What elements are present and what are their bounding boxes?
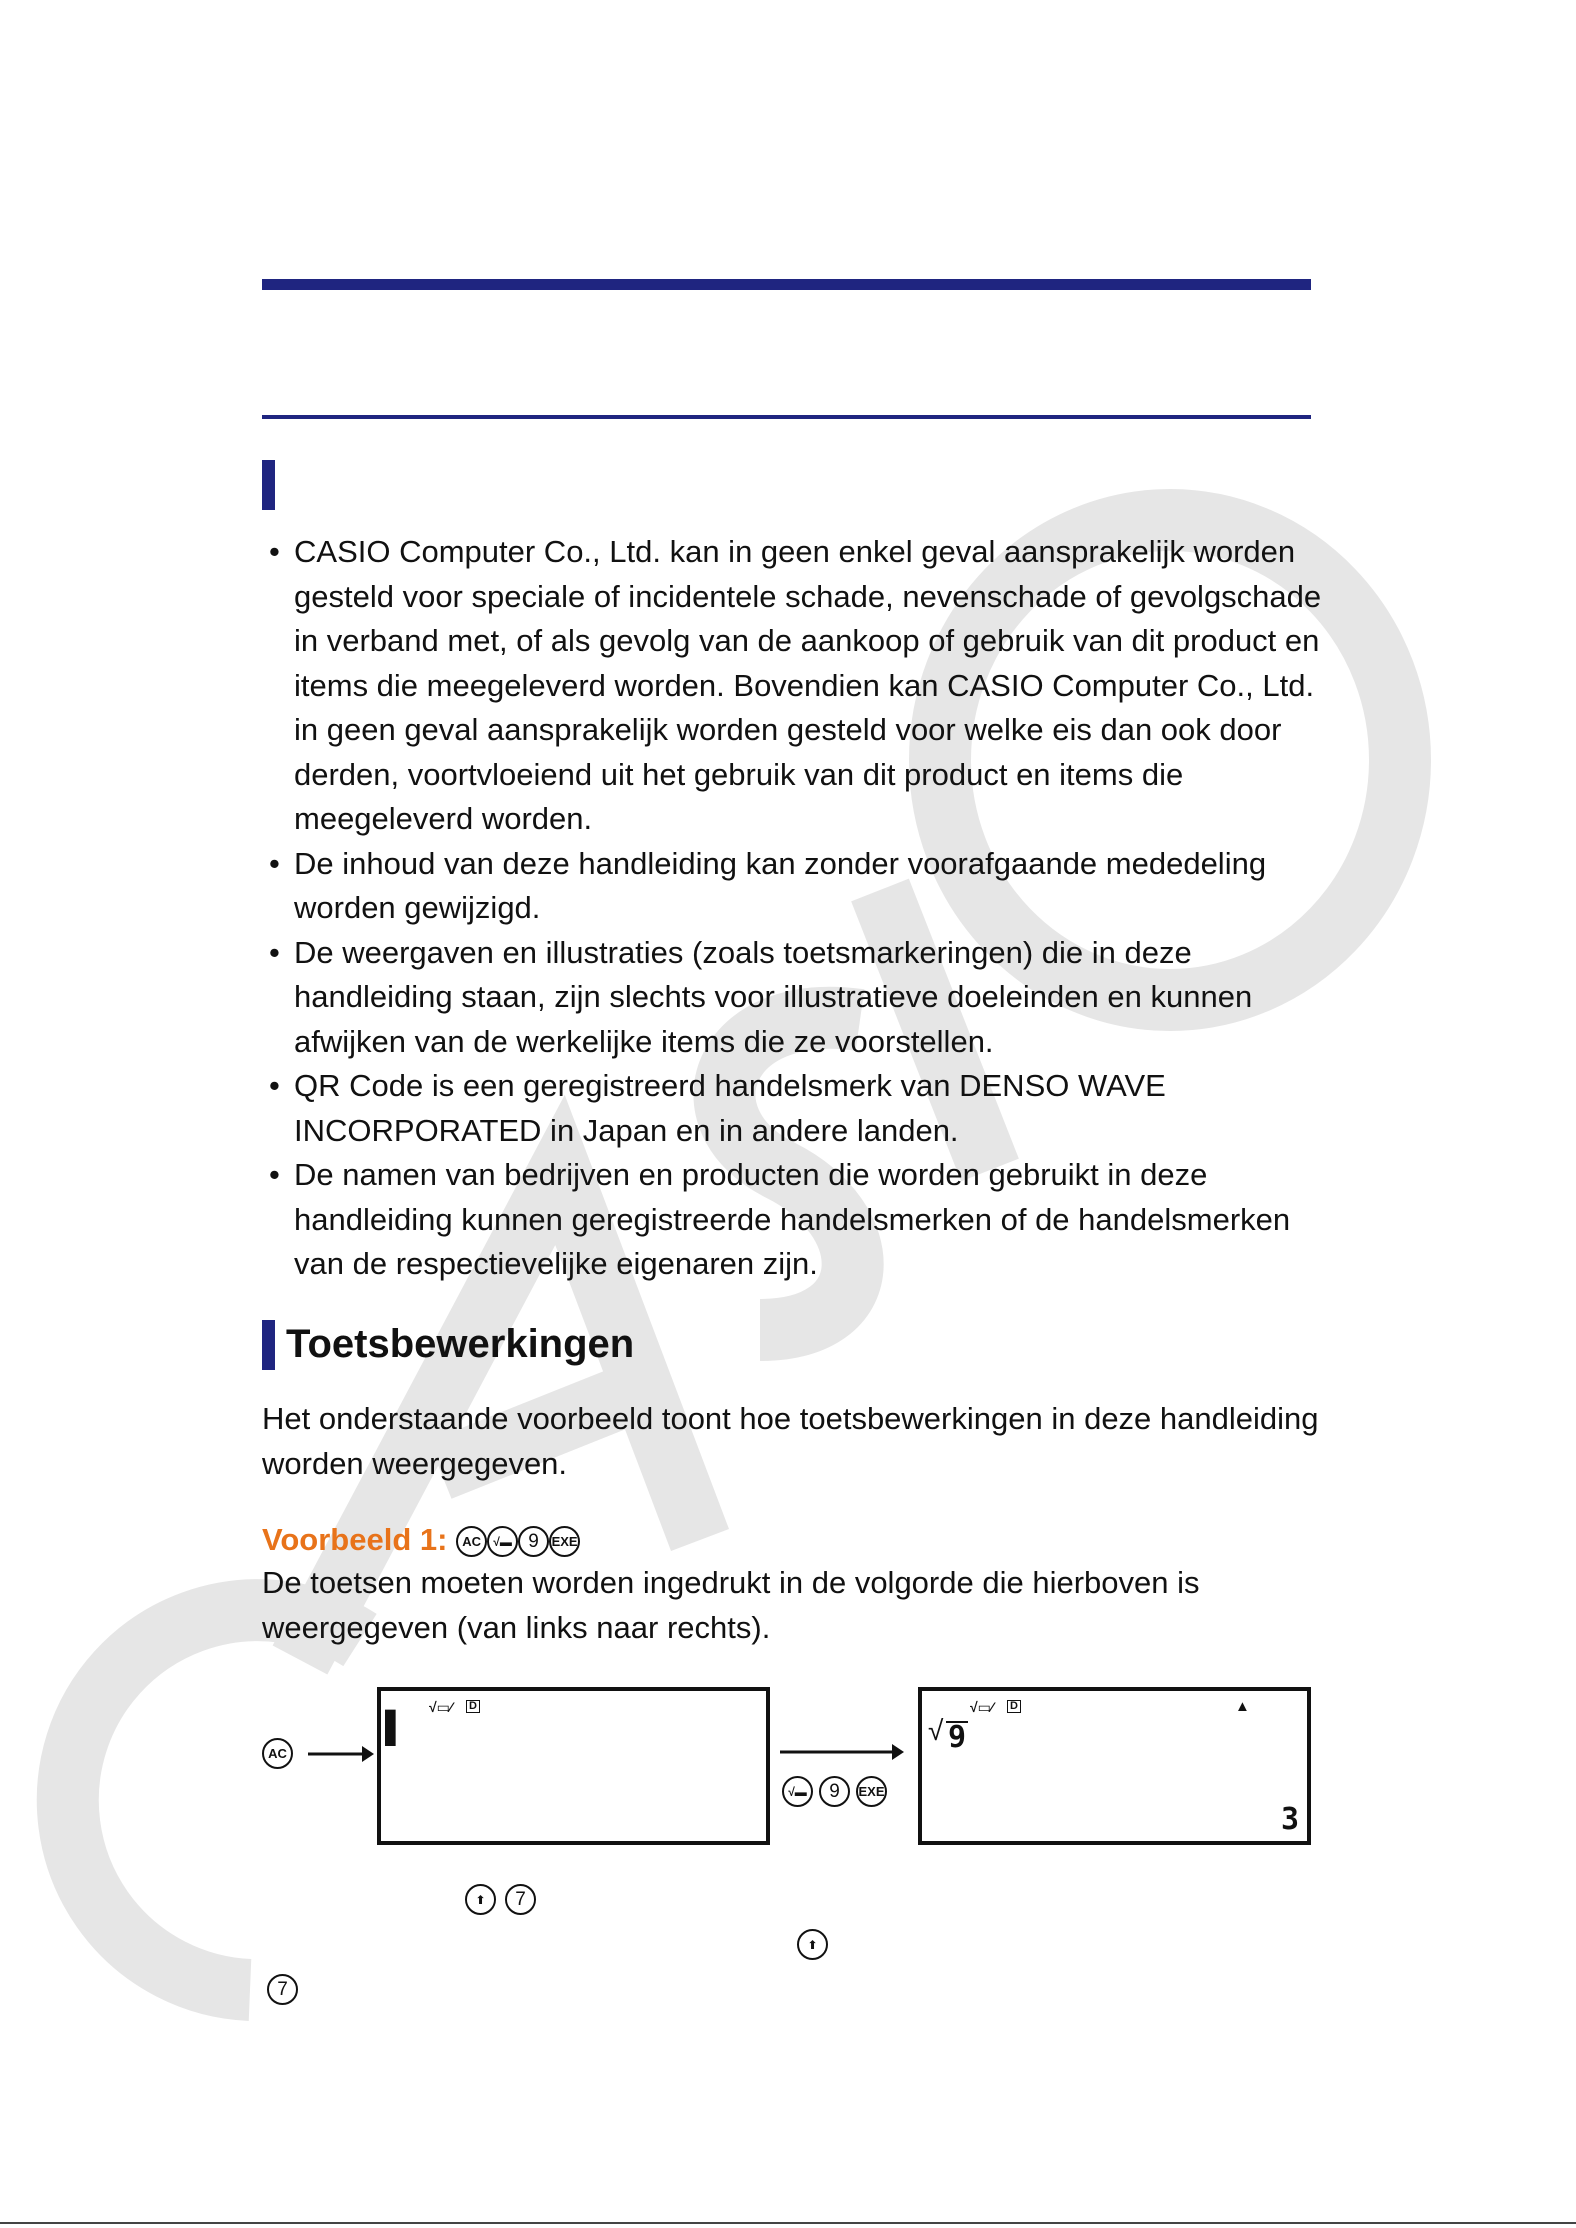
root-symbol: √	[928, 1715, 944, 1746]
cursor: ▌	[385, 1711, 407, 1744]
notice-item: • CASIO Computer Co., Ltd. kan in geen enkel geval aansprakelijk worden gesteld voor speciale of incidentele schade, nevenschade of gevolgschade in verband met, of als gevolg van de aankoop of gebruik van dit product en items die meegeleverd worden. Bovendien kan CASIO Computer Co., Ltd. in geen geval aansprakelijk worden gesteld voor welke eis dan ook door derden, voortvloeiend uit het gebruik van dit product en items die meegeleverd worden.	[262, 530, 1322, 842]
notice-item: • De inhoud van deze handleiding kan zonder voorafgaande mededeling worden gewijzigd.	[262, 842, 1322, 931]
expression-digit: 9	[948, 1720, 967, 1755]
degree-indicator: D	[1007, 1700, 1021, 1713]
watermark-letter-c	[68, 1610, 360, 1990]
header-rule-thick	[262, 279, 1311, 290]
sqrt-key-icon: √▬	[487, 1526, 518, 1557]
example-line	[262, 1518, 1322, 1563]
seven-key-icon: 7	[267, 1974, 298, 2005]
section-intro: Het onderstaande voorbeeld toont hoe toetsbewerkingen in deze handleiding worden weergegeven.	[262, 1401, 1319, 1481]
section-marker	[262, 460, 275, 510]
section-title: Toetsbewerkingen	[286, 1322, 635, 1366]
math-mode-indicator: √▭⁄	[429, 1699, 453, 1715]
nine-key-icon: 9	[819, 1776, 850, 1807]
arrow-right-icon	[306, 1742, 376, 1766]
calculator-screen-before	[377, 1687, 770, 1845]
notice-item: • De namen van bedrijven en producten die worden gebruikt in deze handleiding kunnen geregistreerde handelsmerken of de handelsmerken van de respectievelijke eigenaren zijn.	[262, 1153, 1322, 1287]
nine-key-icon: 9	[518, 1526, 549, 1557]
ac-key-icon: AC	[262, 1738, 293, 1769]
degree-indicator: D	[466, 1700, 480, 1713]
exe-key-icon: EXE	[856, 1776, 887, 1807]
section-marker	[262, 1320, 275, 1370]
example-label: Voorbeeld 1:	[262, 1522, 448, 1557]
example-text: De toetsen moeten worden ingedrukt in de volgorde die hierboven is weergegeven (van links naar rechts).	[262, 1565, 1200, 1645]
notice-list	[262, 530, 1322, 1287]
calculator-screen-after	[918, 1687, 1311, 1845]
result-value: 3	[1280, 1802, 1299, 1837]
exe-key-icon: EXE	[549, 1526, 580, 1557]
shift-key-icon: ⬆	[797, 1929, 828, 1960]
scroll-up-icon: ▲	[1235, 1698, 1250, 1715]
sqrt-key-icon: √▬	[782, 1776, 813, 1807]
arrow-right-icon	[778, 1740, 908, 1764]
seven-key-icon: 7	[505, 1884, 536, 1915]
notice-item: • De weergaven en illustraties (zoals toetsmarkeringen) die in deze handleiding staan, zijn slechts voor illustratieve doeleinden en kunnen afwijken van de werkelijke items die ze voorstellen.	[262, 931, 1322, 1065]
ac-key-icon: AC	[456, 1526, 487, 1557]
math-mode-indicator: √▭⁄	[970, 1699, 994, 1715]
key-sequence	[782, 1776, 887, 1807]
footer-rule	[0, 2222, 1576, 2224]
header-rule-thin	[262, 415, 1311, 419]
notice-item: • QR Code is een geregistreerd handelsmerk van DENSO WAVE INCORPORATED in Japan en in andere landen.	[262, 1064, 1322, 1153]
shift-key-icon: ⬆	[465, 1884, 496, 1915]
